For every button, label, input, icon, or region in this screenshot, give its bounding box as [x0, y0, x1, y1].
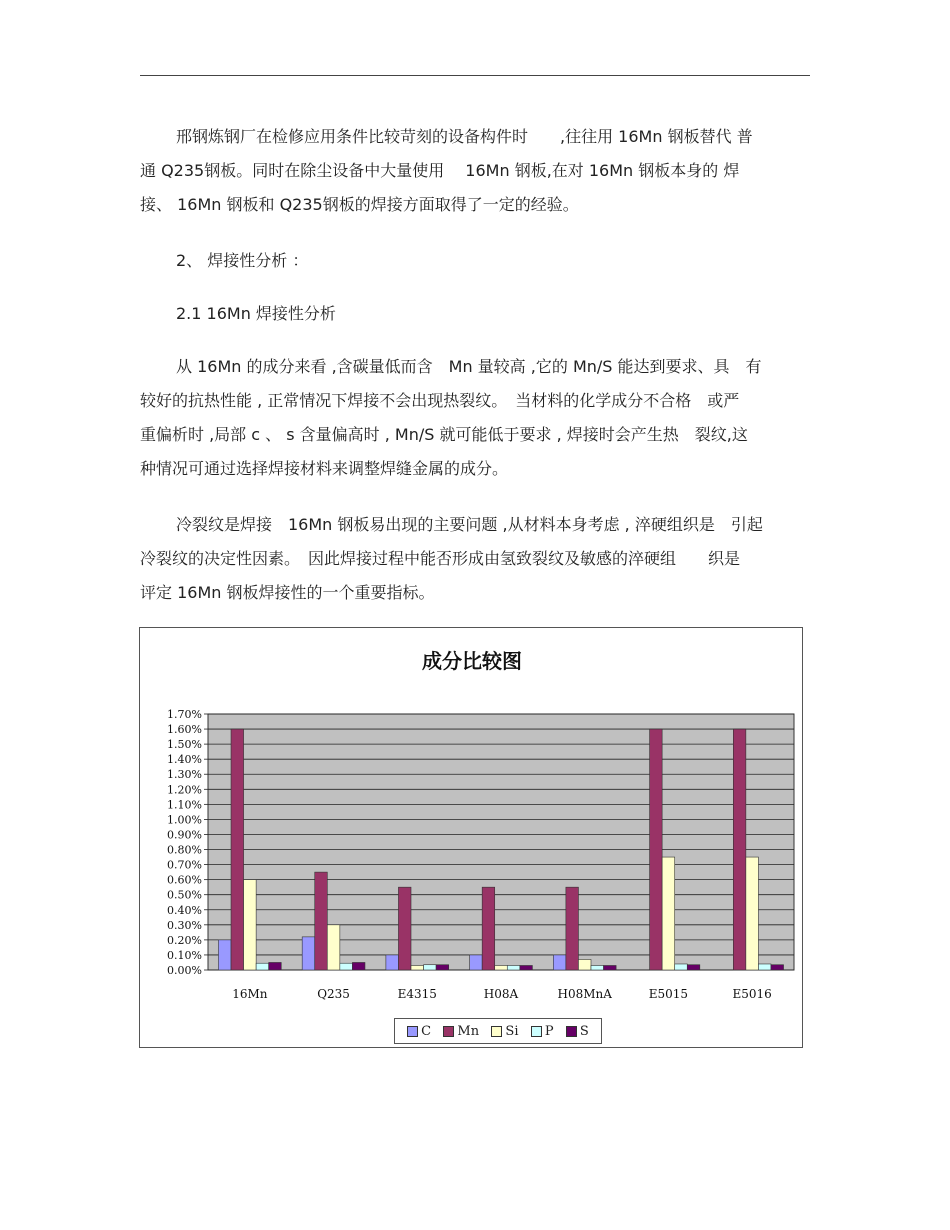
- bar-p: [591, 965, 604, 970]
- legend-label: Mn: [457, 1023, 480, 1039]
- bar-mn: [566, 887, 579, 970]
- y-tick-label: 0.30%: [167, 918, 202, 932]
- legend-item: [491, 1024, 518, 1039]
- bar-c: [386, 955, 399, 970]
- bar-si: [578, 959, 591, 970]
- bar-si: [746, 857, 759, 970]
- legend-label: P: [544, 1023, 554, 1039]
- text-line: 冷裂纹是焊接 16Mn 钢板易出现的主要问题 ,从材料本身考虑 , 淬硬组织是 引起: [176, 515, 763, 534]
- bar-s: [436, 965, 449, 970]
- bar-p: [424, 965, 437, 970]
- y-tick-label: 1.20%: [167, 783, 202, 797]
- bar-p: [675, 964, 688, 970]
- chart-legend: [394, 1018, 602, 1044]
- x-tick-label: Q235: [317, 987, 350, 1001]
- bar-mn: [733, 729, 746, 970]
- text-line: 冷裂纹的决定性因素。 因此焊接过程中能否形成由氢致裂纹及敏感的淬硬组 织是: [140, 549, 741, 568]
- bar-si: [244, 880, 257, 970]
- bar-c: [470, 955, 483, 970]
- paragraph-cold-crack: [140, 508, 810, 610]
- bar-mn: [398, 887, 411, 970]
- y-tick-label: 0.70%: [167, 858, 202, 872]
- bar-si: [411, 965, 424, 970]
- x-tick-label: H08MnA: [557, 987, 612, 1001]
- bar-p: [758, 964, 771, 970]
- section-heading-2-1: 2.1 16Mn 焊接性分析: [176, 304, 336, 323]
- text-line: 重偏析时 ,局部 c 、 s 含量偏高时 , Mn/S 就可能低于要求 , 焊接时会产生热 裂纹,这: [140, 425, 748, 444]
- plot-area: [208, 714, 794, 970]
- bar-mn: [650, 729, 663, 970]
- legend-label: Si: [505, 1023, 519, 1039]
- paragraph-composition: [140, 350, 810, 486]
- y-tick-label: 0.00%: [167, 964, 202, 977]
- legend-label: C: [421, 1023, 432, 1039]
- legend-swatch: [407, 1026, 418, 1037]
- y-tick-label: 0.80%: [167, 843, 202, 857]
- header-rule: [140, 75, 810, 76]
- bar-c: [218, 940, 231, 970]
- x-tick-label: E4315: [397, 987, 437, 1001]
- legend-item: [407, 1024, 431, 1039]
- chart-svg: [140, 628, 804, 1049]
- bar-s: [269, 962, 282, 970]
- bar-c: [553, 955, 566, 970]
- bar-mn: [315, 872, 328, 970]
- bar-si: [495, 965, 508, 970]
- x-tick-label: 16Mn: [232, 987, 268, 1001]
- y-tick-label: 0.20%: [167, 933, 202, 947]
- y-tick-label: 0.90%: [167, 828, 202, 842]
- chart-title: 成分比较图: [422, 649, 522, 673]
- y-tick-label: 0.50%: [167, 888, 202, 902]
- text-line: 从 16Mn 的成分来看 ,含碳量低而含 Mn 量较高 ,它的 Mn/S 能达到要求、具 有: [176, 357, 762, 376]
- x-tick-label: E5016: [732, 987, 772, 1001]
- y-tick-label: 1.70%: [167, 708, 202, 721]
- text-line: 较好的抗热性能 , 正常情况下焊接不会出现热裂纹。 当材料的化学成分不合格 或严: [140, 391, 740, 410]
- legend-item: [566, 1024, 589, 1039]
- legend-swatch: [566, 1026, 577, 1037]
- bar-si: [327, 925, 340, 970]
- text-line: 接、 16Mn 钢板和 Q235钢板的焊接方面取得了一定的经验。: [140, 195, 579, 214]
- bar-s: [604, 965, 617, 970]
- bar-mn: [231, 729, 244, 970]
- text-line: 邢钢炼钢厂在检修应用条件比较苛刻的设备构件时 ,往往用 16Mn 钢板替代 普: [176, 127, 753, 146]
- y-tick-label: 1.00%: [167, 813, 202, 827]
- legend-item: [531, 1024, 554, 1039]
- y-tick-label: 1.10%: [167, 798, 202, 812]
- y-tick-label: 1.50%: [167, 738, 202, 752]
- bar-s: [352, 962, 365, 970]
- text-line: 种情况可通过选择焊接材料来调整焊缝金属的成分。: [140, 459, 509, 478]
- x-tick-label: H08A: [483, 987, 519, 1001]
- y-tick-label: 1.40%: [167, 753, 202, 767]
- legend-label: S: [579, 1023, 589, 1039]
- text-line: 评定 16Mn 钢板焊接性的一个重要指标。: [140, 583, 435, 602]
- bar-p: [340, 963, 353, 970]
- y-tick-label: 0.10%: [167, 948, 202, 962]
- bar-s: [771, 965, 784, 970]
- y-tick-label: 1.60%: [167, 723, 202, 737]
- y-tick-label: 1.30%: [167, 768, 202, 782]
- legend-swatch: [443, 1026, 454, 1037]
- legend-swatch: [491, 1026, 502, 1037]
- bar-s: [520, 965, 533, 970]
- bar-s: [687, 965, 700, 970]
- legend-item: [443, 1024, 479, 1039]
- bar-mn: [482, 887, 495, 970]
- paragraph-intro: [140, 120, 810, 222]
- y-tick-label: 0.40%: [167, 903, 202, 917]
- bar-si: [662, 857, 675, 970]
- bar-p: [507, 965, 520, 970]
- text-line: 通 Q235钢板。同时在除尘设备中大量使用 16Mn 钢板,在对 16Mn 钢板本身的 焊: [140, 161, 740, 180]
- x-tick-label: E5015: [648, 987, 689, 1001]
- y-tick-label: 0.60%: [167, 873, 202, 887]
- bar-p: [256, 963, 269, 970]
- composition-chart: [139, 627, 803, 1048]
- legend-swatch: [531, 1026, 542, 1037]
- section-heading-2: 2、 焊接性分析 ：: [176, 251, 309, 270]
- bar-c: [302, 937, 315, 970]
